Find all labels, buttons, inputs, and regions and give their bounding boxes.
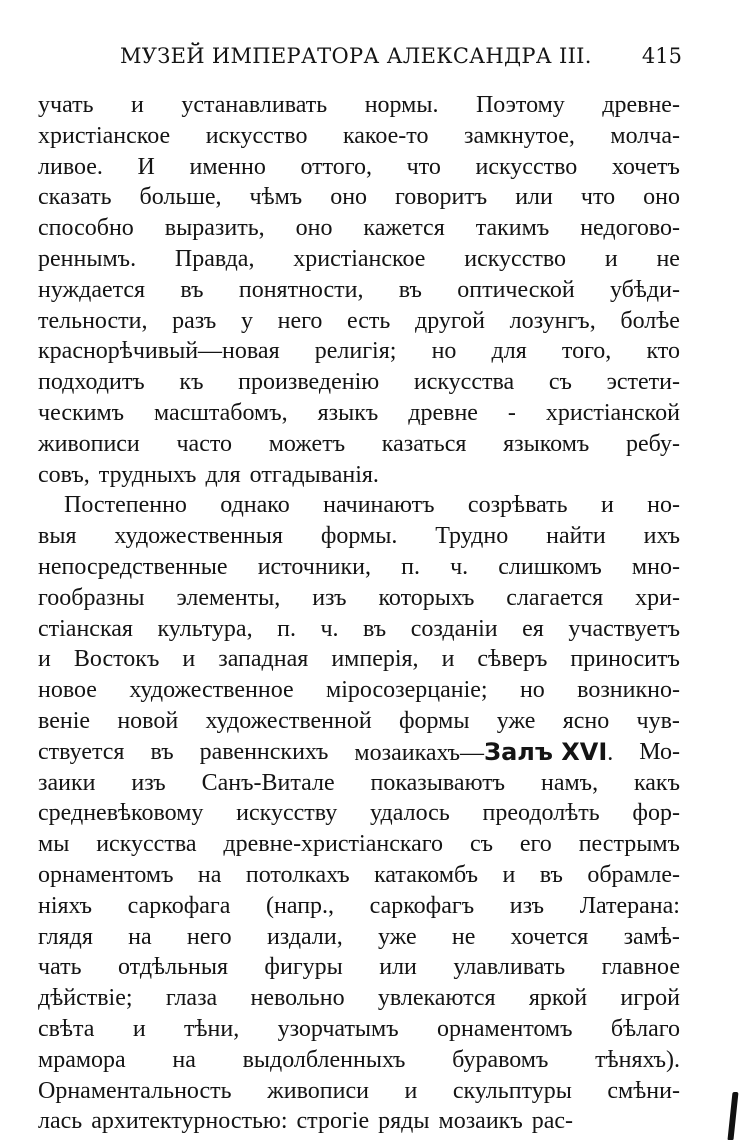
word: художественныя (114, 523, 283, 550)
text-line (38, 737, 680, 768)
word: разъ (172, 307, 217, 334)
word: выя (38, 523, 77, 550)
text-line (38, 860, 680, 891)
word: дѣйствіе; (38, 985, 133, 1012)
word: болѣе (620, 307, 680, 334)
word: него (186, 923, 232, 950)
word: ея (522, 615, 544, 642)
text-line (38, 121, 680, 152)
word: христіанской (545, 399, 680, 426)
word: приноситъ (570, 646, 680, 673)
word: мозаикахъ—Залъ XVI. (354, 737, 614, 766)
word: религія; (314, 338, 397, 365)
word: начинаютъ (323, 492, 435, 519)
word: искусства (96, 831, 197, 858)
word: рас- (531, 1108, 574, 1135)
text-line (38, 367, 680, 398)
page-edge-mark (727, 1092, 738, 1140)
word: искусству (236, 800, 338, 827)
word: увлекаются (377, 985, 496, 1012)
paragraph (38, 490, 680, 1137)
word: часто (176, 430, 233, 457)
word: показываютъ (370, 769, 506, 796)
word: буравомъ (452, 1046, 549, 1073)
word: лась (38, 1108, 83, 1135)
word: нуждается (38, 276, 146, 303)
word: для (491, 338, 527, 365)
word: ливое. (38, 153, 103, 180)
page-header (110, 44, 682, 78)
word: кто (646, 338, 680, 365)
word: мрамора (38, 1046, 126, 1073)
word: искусство (475, 153, 578, 180)
text-line (38, 306, 680, 337)
word: мы (38, 831, 70, 858)
body-text (38, 90, 680, 1137)
word: оптической (457, 276, 575, 303)
word: на (197, 861, 222, 888)
word: больше, (139, 184, 222, 211)
word: издали, (266, 923, 343, 950)
word: Мо- (639, 738, 680, 765)
text-line (38, 706, 680, 737)
word: языкъ (317, 399, 379, 426)
text-line (38, 891, 680, 922)
word: или (515, 184, 553, 211)
word: изъ (509, 892, 545, 919)
word: уже (378, 923, 417, 950)
word: живописи (267, 1077, 369, 1104)
word: отгадыванія. (249, 461, 379, 488)
word: (напр., (266, 892, 335, 919)
text-line (38, 768, 680, 799)
word: мно- (631, 553, 680, 580)
word: ствуется (38, 738, 125, 765)
word: пестрымъ (578, 831, 680, 858)
word: саркофага (127, 892, 231, 919)
word: молча- (610, 122, 680, 149)
word: выдолбленныхъ (242, 1046, 406, 1073)
word: уже (496, 707, 536, 734)
word: сказать (38, 184, 112, 211)
word: древне-христіанскаго (223, 831, 444, 858)
word: можетъ (268, 430, 346, 457)
word: Правда, (174, 245, 255, 272)
running-head: МУЗЕЙ ИМПЕРАТОРА АЛЕКСАНДРА III. (120, 44, 592, 68)
word: Орнаментальность (38, 1077, 232, 1104)
word: какъ (633, 769, 680, 796)
word: съ (469, 831, 494, 858)
text-line (38, 1076, 680, 1107)
word: тѣни, (184, 1015, 240, 1042)
word: п. (277, 615, 296, 642)
word: равеннскихъ (199, 738, 329, 765)
word: и (131, 92, 144, 118)
word: ясно (562, 707, 610, 734)
word: свѣта (38, 1015, 95, 1042)
word: убѣди- (609, 276, 680, 303)
word: но- (647, 492, 680, 519)
word: христіанское (293, 245, 426, 272)
text-line (38, 829, 680, 860)
word: и (600, 492, 614, 519)
word: смѣни- (607, 1077, 680, 1104)
word: чув- (636, 707, 680, 734)
text-line (38, 152, 680, 183)
word: невольно (250, 985, 345, 1012)
word: что (580, 184, 616, 211)
word: формы (398, 707, 470, 734)
word: къ (179, 369, 204, 396)
text-line (38, 460, 680, 491)
word: улавливать (453, 954, 566, 981)
word: него (277, 307, 323, 334)
word: западная (218, 646, 309, 673)
text-line (38, 429, 680, 460)
word: другой (415, 307, 485, 334)
text-line (38, 952, 680, 983)
word: не (656, 245, 680, 272)
word: оттого, (300, 153, 373, 180)
text-line (38, 583, 680, 614)
word: бѣлаго (610, 1015, 680, 1042)
word: живописи (38, 430, 140, 457)
word: и (182, 646, 196, 673)
word: художественной (205, 707, 372, 734)
paragraph (38, 90, 680, 490)
word: потолкахъ (245, 861, 350, 888)
word: И (137, 153, 155, 180)
word: масштабомъ, (154, 399, 288, 426)
word: но (519, 677, 545, 704)
text-line (38, 1045, 680, 1076)
word: сѣверъ (477, 646, 548, 673)
word: въ (539, 861, 563, 888)
word: яркой (528, 985, 588, 1012)
word: ряды (378, 1108, 430, 1135)
word: скульптуры (452, 1077, 572, 1104)
word: древне (408, 399, 478, 426)
word: фигуры (264, 954, 343, 981)
word: мозаикъ (438, 1108, 523, 1135)
word: Латерана: (579, 892, 680, 919)
word: глядя (38, 923, 93, 950)
text-line (38, 644, 680, 675)
word: но (431, 338, 457, 365)
word: христіанское (38, 122, 171, 149)
text-line (38, 614, 680, 645)
word: съ (548, 369, 572, 396)
word: понятности, (238, 276, 364, 303)
word: чать (38, 954, 82, 981)
word: непосредственные (38, 553, 228, 580)
text-line (38, 922, 680, 953)
text-line (38, 398, 680, 429)
word: средневѣковому (38, 800, 204, 827)
word: у (240, 307, 253, 334)
word: говоритъ (395, 184, 488, 211)
word: хочется (510, 923, 589, 950)
word: узорчатымъ (277, 1015, 399, 1042)
word: и (502, 861, 516, 888)
word: изъ (131, 769, 166, 796)
word: искусства (413, 369, 515, 396)
word: Поэтому (475, 92, 565, 118)
word: Постепенно (64, 492, 187, 519)
word: замкнутое, (463, 122, 575, 149)
word: его (519, 831, 552, 858)
word: казаться (381, 430, 467, 457)
text-line (38, 90, 680, 121)
word: п. (401, 553, 420, 580)
word: орнаментомъ (437, 1015, 573, 1042)
word: что (406, 153, 441, 180)
word: найти (546, 523, 606, 550)
word: главное (601, 954, 680, 981)
word: выразить, (164, 215, 265, 242)
word: трудныхъ (98, 461, 197, 488)
text-line (38, 1106, 680, 1137)
word: и (38, 646, 51, 673)
word: и (404, 1077, 418, 1104)
word: оно (295, 215, 333, 242)
word: игрой (620, 985, 680, 1012)
word: въ (363, 615, 387, 642)
text-line (38, 244, 680, 275)
word: чѣмъ (249, 184, 303, 211)
word: произведенію (238, 369, 380, 396)
text-line (38, 675, 680, 706)
word: для (205, 461, 241, 488)
word: заики (38, 769, 96, 796)
word: лозунгъ, (509, 307, 596, 334)
word: архитектурностью: (91, 1108, 288, 1135)
word: стіанская (38, 615, 133, 642)
text-line (38, 182, 680, 213)
word: источники, (257, 553, 372, 580)
word: строгіе (296, 1108, 370, 1135)
word: которыхъ (378, 584, 475, 611)
word: или (379, 954, 417, 981)
word: именно (189, 153, 266, 180)
text-line (38, 521, 680, 552)
word: устанавливать (181, 92, 328, 118)
word: формы. (320, 523, 398, 550)
word: удалось (370, 800, 450, 827)
word: веніе (38, 707, 91, 734)
word: новой (117, 707, 179, 734)
word: совъ, (38, 461, 90, 488)
text-line (38, 336, 680, 367)
word: созрѣвать (467, 492, 568, 519)
word: имперія, (331, 646, 419, 673)
word: учать (38, 92, 94, 118)
page-number: 415 (641, 44, 682, 68)
word: Востокъ (73, 646, 160, 673)
word: оно (643, 184, 680, 211)
word: древне- (602, 92, 680, 118)
word: краснорѣчивый—новая (38, 338, 280, 365)
word: глаза (165, 985, 218, 1012)
word: преодолѣть (482, 800, 600, 827)
word: однако (220, 492, 290, 519)
word: участвуетъ (568, 615, 680, 642)
text-line (38, 1014, 680, 1045)
hall-reference: Залъ XVI (484, 737, 608, 766)
word: орнаментомъ (38, 861, 174, 888)
word: замѣ- (623, 923, 680, 950)
word: слишкомъ (498, 553, 602, 580)
text-line (38, 552, 680, 583)
word: намъ, (540, 769, 599, 796)
word: и (132, 1015, 146, 1042)
word: саркофагъ (369, 892, 475, 919)
word: языкомъ (503, 430, 590, 457)
word: катакомбъ (374, 861, 479, 888)
word: созданіи (410, 615, 498, 642)
word: хочетъ (611, 153, 680, 180)
word: отдѣльныя (117, 954, 228, 981)
word: новое (38, 677, 97, 704)
word: въ (180, 276, 204, 303)
text-line (38, 213, 680, 244)
word: возникно- (577, 677, 680, 704)
word: не (451, 923, 476, 950)
word: культура, (157, 615, 253, 642)
text-line (38, 798, 680, 829)
word: кажется (363, 215, 445, 242)
word: ч. (320, 615, 339, 642)
word: ніяхъ (38, 892, 93, 919)
word: подходитъ (38, 369, 145, 396)
word: гообразны (38, 584, 145, 611)
word: ческимъ (38, 399, 125, 426)
word: Санъ-Витале (201, 769, 335, 796)
word: нормы. (364, 92, 439, 118)
word: фор- (632, 800, 680, 827)
word: какое-то (342, 122, 429, 149)
word: Трудно (435, 523, 509, 550)
word: и (441, 646, 455, 673)
word: на (172, 1046, 196, 1073)
word: хри- (635, 584, 680, 611)
text-line (38, 275, 680, 306)
word: того, (561, 338, 612, 365)
word: слагается (506, 584, 604, 611)
word: есть (347, 307, 391, 334)
word: оно (330, 184, 368, 211)
word: обрамле- (587, 861, 680, 888)
word: искусство (205, 122, 308, 149)
word: міросозерцаніе; (326, 677, 488, 704)
word: тѣняхъ). (595, 1046, 680, 1073)
word: способно (38, 215, 134, 242)
word: въ (150, 738, 174, 765)
text-line (38, 983, 680, 1014)
word: элементы, (176, 584, 281, 611)
word: изъ (312, 584, 347, 611)
word: ч. (450, 553, 469, 580)
word: реннымъ. (38, 245, 137, 272)
word: въ (398, 276, 422, 303)
word: и (604, 245, 618, 272)
word: - (507, 399, 516, 426)
word: тельности, (38, 307, 148, 334)
word: на (128, 923, 152, 950)
word: художественное (129, 677, 294, 704)
word: искусство (464, 245, 567, 272)
word: ихъ (643, 523, 680, 550)
word: эстети- (606, 369, 680, 396)
word: такимъ (475, 215, 550, 242)
word: недогово- (580, 215, 680, 242)
text-line (38, 490, 680, 521)
word: ребу- (626, 430, 680, 457)
